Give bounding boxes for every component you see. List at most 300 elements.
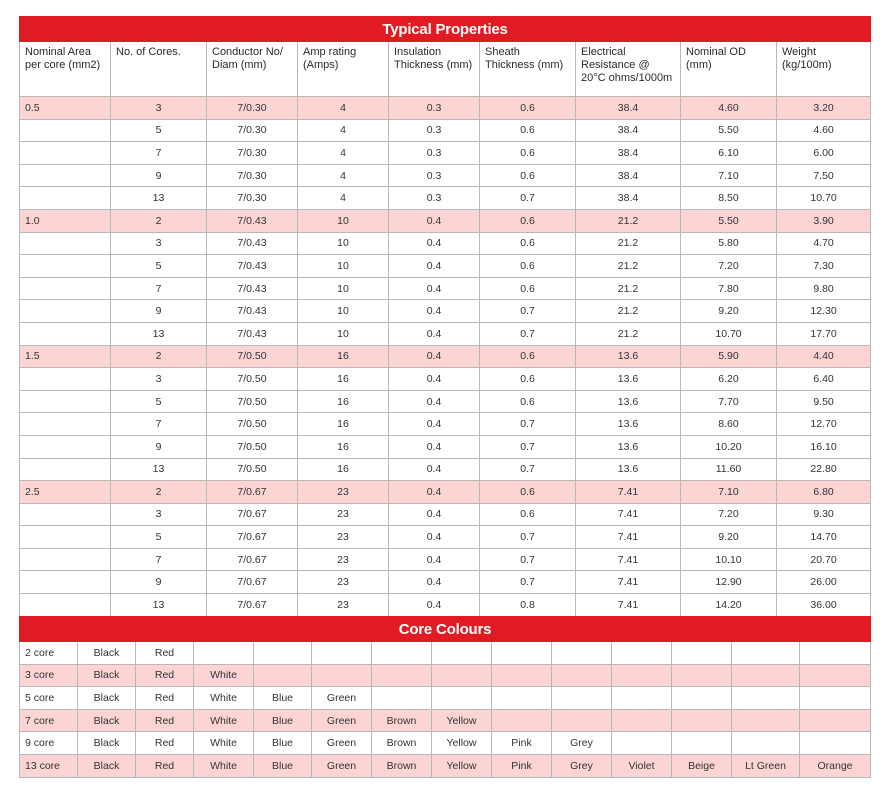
cell-cores: 9 (111, 300, 207, 323)
colour-cell: Red (136, 642, 194, 665)
cell-sheath: 0.6 (480, 209, 576, 232)
cell-res: 13.6 (576, 435, 681, 458)
colour-cell (312, 642, 372, 665)
cell-amp: 10 (298, 277, 389, 300)
core-count-label: 13 core (20, 754, 78, 777)
cell-cores: 3 (111, 97, 207, 120)
cell-amp: 23 (298, 548, 389, 571)
cell-res: 38.4 (576, 142, 681, 165)
colour-cell (552, 687, 612, 710)
cell-ins: 0.4 (389, 368, 480, 391)
core-count-label: 3 core (20, 664, 78, 687)
cell-ins: 0.4 (389, 481, 480, 504)
cell-amp: 23 (298, 526, 389, 549)
cell-weight: 4.40 (777, 345, 871, 368)
colour-cell: Blue (254, 687, 312, 710)
cell-res: 7.41 (576, 548, 681, 571)
table-row (20, 548, 871, 571)
typical-properties-table (19, 16, 871, 617)
colour-cell (492, 664, 552, 687)
cell-amp: 4 (298, 119, 389, 142)
colour-cell: Red (136, 732, 194, 755)
table-row (20, 687, 871, 710)
cell-cores: 7 (111, 277, 207, 300)
colour-cell (372, 687, 432, 710)
cell-conductor: 7/0.30 (207, 187, 298, 210)
cell-area (20, 322, 111, 345)
cell-weight: 4.70 (777, 232, 871, 255)
cell-od: 8.60 (681, 413, 777, 436)
colour-cell (672, 642, 732, 665)
cell-conductor: 7/0.67 (207, 526, 298, 549)
colour-cell (672, 664, 732, 687)
cell-weight: 26.00 (777, 571, 871, 594)
colour-cell: White (194, 709, 254, 732)
colour-cell (492, 709, 552, 732)
cell-res: 38.4 (576, 97, 681, 120)
colour-cell (432, 642, 492, 665)
colour-cell (732, 732, 800, 755)
table-row (20, 732, 871, 755)
colour-cell (432, 664, 492, 687)
col-header-resistance: Electrical Resistance @ 20°C ohms/1000m (576, 42, 681, 97)
cell-ins: 0.3 (389, 187, 480, 210)
cell-weight: 14.70 (777, 526, 871, 549)
table-row (20, 345, 871, 368)
col-header-conductor: Conductor No/ Diam (mm) (207, 42, 298, 97)
table-row (20, 503, 871, 526)
cell-sheath: 0.7 (480, 526, 576, 549)
cell-od: 8.50 (681, 187, 777, 210)
cell-area (20, 368, 111, 391)
cell-res: 13.6 (576, 390, 681, 413)
cell-cores: 3 (111, 232, 207, 255)
cell-od: 14.20 (681, 594, 777, 617)
cell-cores: 2 (111, 209, 207, 232)
cell-weight: 12.70 (777, 413, 871, 436)
cell-conductor: 7/0.50 (207, 435, 298, 458)
cell-cores: 2 (111, 481, 207, 504)
cell-ins: 0.4 (389, 413, 480, 436)
cell-conductor: 7/0.43 (207, 209, 298, 232)
colour-cell (612, 664, 672, 687)
cell-amp: 4 (298, 187, 389, 210)
colour-cell: Yellow (432, 709, 492, 732)
colour-cell (672, 732, 732, 755)
colour-cell: Pink (492, 754, 552, 777)
col-header-sheath: Sheath Thickness (mm) (480, 42, 576, 97)
cell-ins: 0.4 (389, 594, 480, 617)
cell-sheath: 0.7 (480, 548, 576, 571)
cell-conductor: 7/0.50 (207, 368, 298, 391)
cell-od: 5.80 (681, 232, 777, 255)
cell-amp: 23 (298, 481, 389, 504)
cell-area (20, 164, 111, 187)
colour-cell (732, 642, 800, 665)
cell-area: 2.5 (20, 481, 111, 504)
cell-area (20, 571, 111, 594)
cell-res: 21.2 (576, 300, 681, 323)
colour-cell: Brown (372, 754, 432, 777)
colour-cell (552, 642, 612, 665)
table-row (20, 458, 871, 481)
cell-ins: 0.4 (389, 232, 480, 255)
table-row (20, 232, 871, 255)
cell-weight: 16.10 (777, 435, 871, 458)
cell-amp: 10 (298, 322, 389, 345)
cell-ins: 0.4 (389, 345, 480, 368)
colour-cell: Black (78, 642, 136, 665)
cell-area (20, 548, 111, 571)
cell-cores: 2 (111, 345, 207, 368)
cell-sheath: 0.8 (480, 594, 576, 617)
cell-area (20, 435, 111, 458)
cell-weight: 7.30 (777, 255, 871, 278)
cell-sheath: 0.6 (480, 481, 576, 504)
cell-cores: 5 (111, 390, 207, 413)
colour-cell (552, 664, 612, 687)
cell-cores: 5 (111, 255, 207, 278)
colour-cell: Black (78, 664, 136, 687)
colour-cell: Pink (492, 732, 552, 755)
cell-cores: 9 (111, 435, 207, 458)
cell-res: 21.2 (576, 209, 681, 232)
cell-sheath: 0.6 (480, 390, 576, 413)
cell-cores: 5 (111, 119, 207, 142)
cell-amp: 4 (298, 142, 389, 165)
cell-sheath: 0.6 (480, 368, 576, 391)
table-row (20, 119, 871, 142)
colour-cell: White (194, 754, 254, 777)
cell-res: 7.41 (576, 503, 681, 526)
cell-od: 7.70 (681, 390, 777, 413)
colour-cell: Yellow (432, 754, 492, 777)
cell-area (20, 594, 111, 617)
cell-res: 13.6 (576, 413, 681, 436)
cell-ins: 0.4 (389, 435, 480, 458)
table-row (20, 664, 871, 687)
table-row (20, 413, 871, 436)
cell-sheath: 0.6 (480, 255, 576, 278)
cell-cores: 3 (111, 503, 207, 526)
cell-weight: 6.00 (777, 142, 871, 165)
colour-cell (372, 664, 432, 687)
cell-res: 7.41 (576, 481, 681, 504)
colour-cell (432, 687, 492, 710)
colour-cell (552, 709, 612, 732)
colour-cell: White (194, 687, 254, 710)
cell-conductor: 7/0.43 (207, 277, 298, 300)
cell-conductor: 7/0.67 (207, 594, 298, 617)
col-header-nominal-od: Nominal OD (mm) (681, 42, 777, 97)
cell-conductor: 7/0.67 (207, 571, 298, 594)
colour-cell: Grey (552, 732, 612, 755)
table-row (20, 368, 871, 391)
cell-cores: 9 (111, 571, 207, 594)
cell-od: 10.20 (681, 435, 777, 458)
cell-ins: 0.3 (389, 164, 480, 187)
cell-area: 1.5 (20, 345, 111, 368)
cell-sheath: 0.7 (480, 458, 576, 481)
cell-conductor: 7/0.43 (207, 232, 298, 255)
cell-cores: 13 (111, 458, 207, 481)
title-row (20, 17, 871, 42)
cell-od: 9.20 (681, 526, 777, 549)
colour-cell (800, 687, 871, 710)
colour-cell: Orange (800, 754, 871, 777)
core-count-label: 7 core (20, 709, 78, 732)
cell-sheath: 0.7 (480, 413, 576, 436)
cell-amp: 10 (298, 232, 389, 255)
table-row (20, 322, 871, 345)
cell-area (20, 413, 111, 436)
colour-cell (732, 687, 800, 710)
colour-cell (800, 732, 871, 755)
cell-od: 6.20 (681, 368, 777, 391)
cell-res: 13.6 (576, 368, 681, 391)
cell-weight: 6.40 (777, 368, 871, 391)
cell-area (20, 458, 111, 481)
cell-cores: 7 (111, 548, 207, 571)
col-header-amp-rating: Amp rating (Amps) (298, 42, 389, 97)
cell-cores: 9 (111, 164, 207, 187)
colour-cell (612, 732, 672, 755)
cell-amp: 10 (298, 300, 389, 323)
cell-conductor: 7/0.30 (207, 142, 298, 165)
table-row (20, 526, 871, 549)
cell-amp: 16 (298, 435, 389, 458)
cell-res: 7.41 (576, 571, 681, 594)
colour-cell: Green (312, 709, 372, 732)
cell-ins: 0.4 (389, 548, 480, 571)
cell-od: 11.60 (681, 458, 777, 481)
cell-conductor: 7/0.50 (207, 345, 298, 368)
cell-weight: 3.20 (777, 97, 871, 120)
cell-od: 7.10 (681, 481, 777, 504)
cell-ins: 0.4 (389, 390, 480, 413)
colour-cell (254, 642, 312, 665)
col-header-nominal-area: Nominal Area per core (mm2) (20, 42, 111, 97)
cell-res: 38.4 (576, 164, 681, 187)
col-header-insulation: Insulation Thickness (mm) (389, 42, 480, 97)
cell-conductor: 7/0.43 (207, 322, 298, 345)
cell-weight: 17.70 (777, 322, 871, 345)
colour-cell: White (194, 664, 254, 687)
core-count-label: 9 core (20, 732, 78, 755)
cell-res: 21.2 (576, 277, 681, 300)
colour-cell: Grey (552, 754, 612, 777)
table-row (20, 142, 871, 165)
table-row (20, 481, 871, 504)
cell-weight: 36.00 (777, 594, 871, 617)
cell-amp: 23 (298, 571, 389, 594)
cell-sheath: 0.6 (480, 119, 576, 142)
table-row (20, 754, 871, 777)
cell-res: 21.2 (576, 232, 681, 255)
cell-od: 7.80 (681, 277, 777, 300)
cell-area (20, 277, 111, 300)
cell-ins: 0.4 (389, 322, 480, 345)
cell-od: 5.50 (681, 119, 777, 142)
cell-weight: 6.80 (777, 481, 871, 504)
cell-conductor: 7/0.43 (207, 255, 298, 278)
cell-weight: 10.70 (777, 187, 871, 210)
colour-cell (800, 642, 871, 665)
cell-area (20, 526, 111, 549)
colour-cell (612, 709, 672, 732)
cell-amp: 16 (298, 458, 389, 481)
cell-amp: 23 (298, 503, 389, 526)
colour-cell: Brown (372, 732, 432, 755)
cell-area (20, 503, 111, 526)
colour-cell (800, 664, 871, 687)
cell-amp: 16 (298, 345, 389, 368)
cell-cores: 13 (111, 322, 207, 345)
colour-cell (800, 709, 871, 732)
table-row (20, 97, 871, 120)
cell-res: 13.6 (576, 458, 681, 481)
table-row (20, 187, 871, 210)
col-header-weight: Weight (kg/100m) (777, 42, 871, 97)
cell-weight: 9.80 (777, 277, 871, 300)
colour-cell: Black (78, 754, 136, 777)
colour-cell (492, 642, 552, 665)
cell-area: 1.0 (20, 209, 111, 232)
cell-od: 7.20 (681, 503, 777, 526)
cell-sheath: 0.7 (480, 300, 576, 323)
table-row (20, 164, 871, 187)
cell-od: 7.10 (681, 164, 777, 187)
cell-weight: 4.60 (777, 119, 871, 142)
table-row (20, 209, 871, 232)
colour-cell: Red (136, 709, 194, 732)
cell-sheath: 0.6 (480, 164, 576, 187)
colour-cell: Green (312, 687, 372, 710)
cell-res: 38.4 (576, 187, 681, 210)
cell-sheath: 0.6 (480, 142, 576, 165)
table-row (20, 255, 871, 278)
cell-ins: 0.3 (389, 119, 480, 142)
core-colours-table (19, 616, 871, 778)
table-row (20, 390, 871, 413)
cell-amp: 16 (298, 390, 389, 413)
cell-cores: 7 (111, 413, 207, 436)
table-row (20, 277, 871, 300)
cell-area (20, 390, 111, 413)
cell-conductor: 7/0.43 (207, 300, 298, 323)
cell-od: 5.50 (681, 209, 777, 232)
column-header-row (20, 42, 871, 97)
cell-amp: 4 (298, 164, 389, 187)
cell-conductor: 7/0.50 (207, 413, 298, 436)
cell-cores: 5 (111, 526, 207, 549)
cell-ins: 0.4 (389, 503, 480, 526)
cell-conductor: 7/0.30 (207, 164, 298, 187)
cell-sheath: 0.6 (480, 277, 576, 300)
colour-cell (672, 687, 732, 710)
cell-weight: 3.90 (777, 209, 871, 232)
title-row (20, 617, 871, 642)
colour-cell: Violet (612, 754, 672, 777)
cell-ins: 0.4 (389, 526, 480, 549)
colour-cell: Green (312, 732, 372, 755)
cell-sheath: 0.6 (480, 97, 576, 120)
colour-cell: Red (136, 754, 194, 777)
core-count-label: 2 core (20, 642, 78, 665)
colour-cell: Lt Green (732, 754, 800, 777)
cell-weight: 22.80 (777, 458, 871, 481)
cell-area (20, 300, 111, 323)
colour-cell (612, 642, 672, 665)
typical-properties-title: Typical Properties (20, 17, 871, 42)
cell-res: 38.4 (576, 119, 681, 142)
cell-od: 5.90 (681, 345, 777, 368)
cell-amp: 10 (298, 209, 389, 232)
cell-weight: 20.70 (777, 548, 871, 571)
cell-sheath: 0.7 (480, 435, 576, 458)
cell-cores: 13 (111, 594, 207, 617)
colour-cell (732, 709, 800, 732)
cell-ins: 0.3 (389, 97, 480, 120)
cell-res: 13.6 (576, 345, 681, 368)
cell-ins: 0.4 (389, 300, 480, 323)
cell-sheath: 0.7 (480, 571, 576, 594)
colour-cell: Green (312, 754, 372, 777)
colour-cell: Red (136, 664, 194, 687)
colour-cell (672, 709, 732, 732)
cell-od: 10.70 (681, 322, 777, 345)
colour-cell (732, 664, 800, 687)
colour-cell: Blue (254, 732, 312, 755)
cell-od: 7.20 (681, 255, 777, 278)
cell-weight: 12.30 (777, 300, 871, 323)
table-row (20, 571, 871, 594)
cell-cores: 13 (111, 187, 207, 210)
colour-cell (492, 687, 552, 710)
cell-conductor: 7/0.50 (207, 458, 298, 481)
cell-conductor: 7/0.50 (207, 390, 298, 413)
cell-conductor: 7/0.30 (207, 119, 298, 142)
cell-res: 21.2 (576, 322, 681, 345)
colour-cell: Brown (372, 709, 432, 732)
table-row (20, 642, 871, 665)
cell-weight: 9.30 (777, 503, 871, 526)
colour-cell: White (194, 732, 254, 755)
cell-sheath: 0.6 (480, 503, 576, 526)
cell-od: 12.90 (681, 571, 777, 594)
cell-amp: 4 (298, 97, 389, 120)
cell-amp: 16 (298, 413, 389, 436)
cell-conductor: 7/0.67 (207, 503, 298, 526)
cell-ins: 0.4 (389, 277, 480, 300)
cell-area (20, 232, 111, 255)
cell-od: 6.10 (681, 142, 777, 165)
core-colours-title: Core Colours (20, 617, 871, 642)
cell-conductor: 7/0.67 (207, 481, 298, 504)
cell-res: 7.41 (576, 526, 681, 549)
table-row (20, 594, 871, 617)
table-row (20, 435, 871, 458)
colour-cell (254, 664, 312, 687)
cell-area (20, 255, 111, 278)
cell-sheath: 0.7 (480, 187, 576, 210)
cell-amp: 23 (298, 594, 389, 617)
cell-amp: 16 (298, 368, 389, 391)
cell-od: 4.60 (681, 97, 777, 120)
colour-cell: Blue (254, 754, 312, 777)
cell-sheath: 0.6 (480, 345, 576, 368)
cell-cores: 3 (111, 368, 207, 391)
